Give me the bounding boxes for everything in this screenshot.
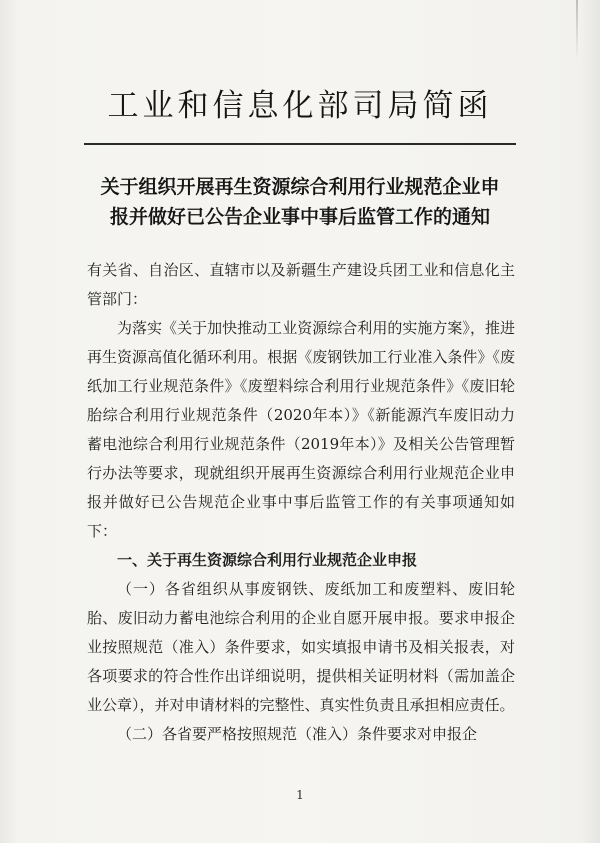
item-paragraph: （二）各省要严格按照规范（准入）条件要求对申报企 — [117, 725, 478, 743]
intro-paragraph: 为落实《关于加快推动工业资源综合利用的实施方案》，推进再生资源高值化循环利用。根据《废钢铁加工行业准入条件》《废纸加工行业规范条件》《废塑料综合利用行业规范条件》《废旧轮胎综合利用行业规范条件（2020年本）》《新能源汽车废旧动力蓄电池综合利用行业规范条件（2019年本）》及相关公告管理暂行办法等要求，现就组织开展再生资源综合利用行业规范企业申报并做好已公告规范企业事中事后监管工作的有关事项通知如下： — [87, 319, 515, 540]
page-number: 1 — [296, 788, 304, 802]
addressee: 有关省、自治区、直辖市以及新疆生产建设兵团工业和信息化主管部门： — [87, 261, 515, 308]
document-title: 关于组织开展再生资源综合利用行业规范企业申报并做好已公告企业事中事后监管工作的通知 — [100, 176, 500, 228]
document-body — [87, 256, 515, 749]
item-paragraph: （一）各省组织从事废钢铁、废纸加工和废塑料、废旧轮胎、废旧动力蓄电池综合利用的企业自愿开展申报。要求申报企业按照规范（准入）条件要求，如实填报申请书及相关报表，对各项要求的符合性作出详细说明，提供相关证明材料（需加盖企业公章），并对申请材料的完整性、真实性负责且承担相应责任。 — [87, 580, 515, 714]
letterhead-title: 工业和信息化部司局简函 — [107, 88, 493, 124]
section-heading: 一、关于再生资源综合利用行业规范企业申报 — [117, 551, 418, 569]
letterhead-rule — [84, 143, 516, 145]
paper-crease — [576, 0, 578, 60]
